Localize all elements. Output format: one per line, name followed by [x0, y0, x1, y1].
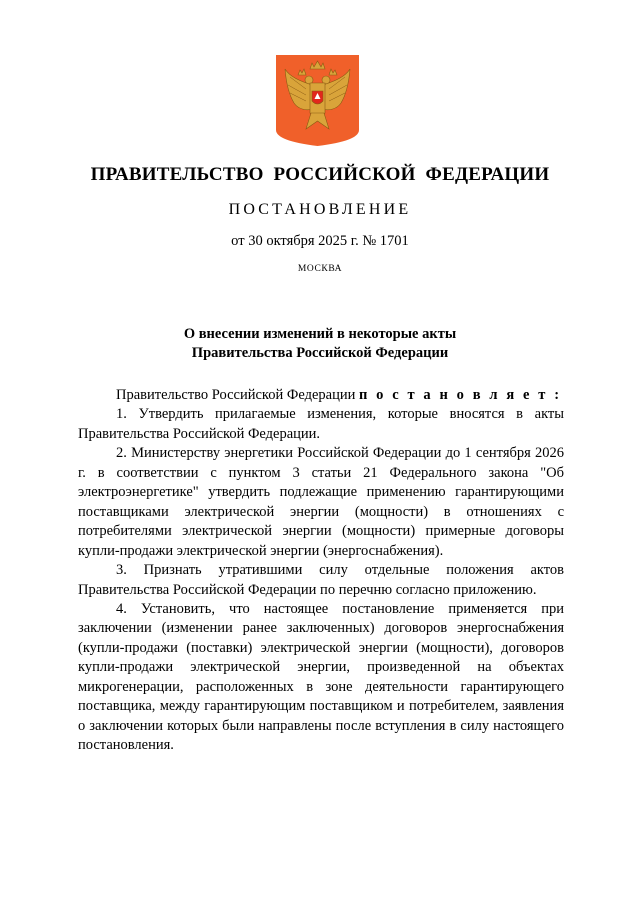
subject-line-2: Правительства Российской Федерации: [191, 345, 449, 361]
document-subject: [0, 325, 640, 363]
preamble-decree: п о с т а н о в л я е т :: [358, 387, 562, 403]
item-paragraph-2: 2. Министерству энергетики Российской Федерации до 1 сентября 2026 г. в соответствии с пунктом 3 статьи 21 Федерального закона "Об электроэнергетике" утвердить подлежащие применению гарантирующими поставщиками электрической энергии (мощности) в отношениях с потребителями электрической энергии (мощности) примерные договоры купли-продажи электрической энергии (энергоснабжения).: [78, 445, 564, 559]
item-paragraph-1: 1. Утвердить прилагаемые изменения, которые вносятся в акты Правительства Российской Федерации.: [78, 406, 564, 442]
preamble-paragraph: [78, 386, 564, 405]
preamble-lead: Правительство Российской Федерации: [116, 387, 356, 403]
document-city: МОСКВА: [297, 264, 343, 274]
subject-line-1: О внесении изменений в некоторые акты: [183, 326, 457, 342]
item-paragraph-4: 4. Установить, что настоящее постановление применяется при заключении (изменении ранее заключенных) договоров энергоснабжения (купли-продажи (поставки) электрической энергии (мощности), договоров купли-продажи электрической энергии, произведенной на объектах микрогенерации, расположенных в зоне деятельности гарантирующего поставщика, между гарантирующим поставщиком и потребителем, заявления о заключении которых были направлены после вступления в силу настоящего постановления.: [78, 600, 564, 754]
government-title: ПРАВИТЕЛЬСТВО РОССИЙСКОЙ ФЕДЕРАЦИИ: [90, 164, 550, 185]
document-date-number: от 30 октября 2025 г. № 1701: [231, 233, 409, 249]
document-type: ПОСТАНОВЛЕНИЕ: [228, 201, 412, 218]
document-body: [78, 386, 564, 756]
coat-of-arms-emblem: [276, 55, 359, 146]
item-paragraph-3: 3. Признать утратившими силу отдельные положения актов Правительства Российской Федерации по перечню согласно приложению.: [78, 562, 564, 598]
